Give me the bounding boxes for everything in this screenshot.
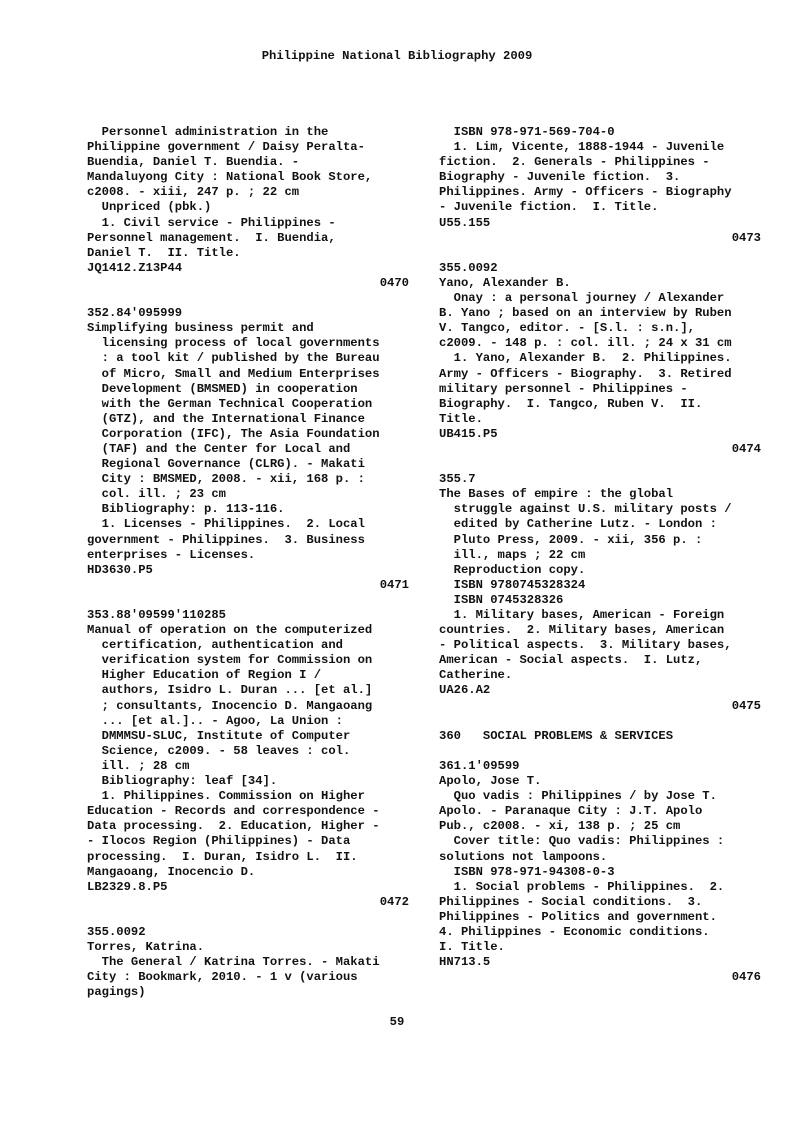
text-line: 352.84'095999 (87, 306, 183, 321)
text-line: UB415.P5 (439, 426, 498, 441)
text-line: ISBN 978-971-94308-0-3 (439, 864, 615, 879)
text-line: Pub., c2008. - xi, 138 p. ; 25 cm (439, 819, 681, 834)
text-line: Army - Officers - Biography. 3. Retired (439, 366, 732, 381)
text-line: licensing process of local governments (87, 336, 380, 351)
text-line: ill., maps ; 22 cm (439, 547, 586, 562)
text-line: Torres, Katrina. (87, 940, 205, 955)
entry-number: 0476 (731, 970, 761, 985)
text-line: Education - Records and correspondence - (87, 804, 380, 819)
text-line: 355.0092 (439, 260, 498, 275)
text-line: ; consultants, Inocencio D. Mangaoang (87, 698, 373, 713)
text-line: Apolo, Jose T. (439, 774, 542, 789)
text-line: 353.88'09599'110285 (87, 608, 226, 622)
text-line: City : Bookmark, 2010. - 1 v (various (87, 970, 358, 985)
text-line: Onay : a personal journey / Alexander (439, 291, 725, 306)
blank-line (439, 744, 761, 759)
text-line: Development (BMSMED) in cooperation (87, 381, 358, 396)
text-line: 4. Philippines - Economic conditions. (439, 924, 710, 939)
text-line: LB2329.8.P5 (87, 879, 168, 894)
text-line: City : BMSMED, 2008. - xii, 168 p. : (87, 472, 365, 487)
text-line: Personnel management. I. Buendia, (87, 230, 336, 245)
text-line: authors, Isidro L. Duran ... [et al.] (87, 683, 373, 698)
text-line: ... [et al.].. - Agoo, La Union : (87, 713, 343, 728)
text-line: 1. Licenses - Philippines. 2. Local (87, 517, 365, 532)
text-line: Title. (439, 411, 483, 426)
text-line: Apolo. - Paranaque City : J.T. Apolo (439, 804, 703, 819)
text-line: The General / Katrina Torres. - Makati (87, 955, 380, 970)
text-line: c2008. - xiii, 247 p. ; 22 cm (87, 185, 300, 200)
right-column (439, 125, 761, 985)
text-line: - Ilocos Region (Philippines) - Data (87, 834, 351, 849)
text-line: 1. Yano, Alexander B. 2. Philippines. (439, 351, 732, 366)
text-line: 1. Lim, Vicente, 1888-1944 - Juvenile (439, 140, 725, 155)
text-line: struggle against U.S. military posts / (439, 502, 732, 517)
text-line: Mangaoang, Inocencio D. (87, 864, 256, 879)
text-line: ISBN 978-971-569-704-0 (439, 125, 615, 139)
text-line: 360 SOCIAL PROBLEMS & SERVICES (439, 728, 674, 743)
text-line: American - Social aspects. I. Lutz, (439, 653, 703, 668)
entry-number: 0473 (731, 230, 761, 245)
text-line: military personnel - Philippines - (439, 381, 688, 396)
text-line: I. Title. (439, 940, 505, 955)
text-line: ISBN 0745328326 (439, 592, 564, 607)
text-line: The Bases of empire : the global (439, 487, 674, 502)
text-line: V. Tangco, editor. - [S.l. : s.n.], (439, 321, 695, 336)
text-line: countries. 2. Military bases, American (439, 623, 725, 638)
text-line: 1. Social problems - Philippines. 2. (439, 879, 725, 894)
text-line: 355.7 (439, 472, 476, 487)
text-line: ill. ; 28 cm (87, 758, 190, 773)
entry-number: 0475 (731, 698, 761, 713)
text-line: col. ill. ; 23 cm (87, 487, 226, 502)
blank-line (87, 593, 409, 608)
text-line: Quo vadis : Philippines / by Jose T. (439, 789, 717, 804)
page-number: 59 (389, 1015, 405, 1029)
text-line: certification, authentication and (87, 638, 343, 653)
text-line: Mandaluyong City : National Book Store, (87, 170, 373, 185)
entry-number: 0471 (379, 577, 409, 592)
blank-line (87, 910, 409, 925)
text-line: Daniel T. II. Title. (87, 245, 241, 260)
text-line: with the German Technical Cooperation (87, 396, 373, 411)
text-line: Catherine. (439, 668, 513, 683)
text-line: government - Philippines. 3. Business (87, 532, 365, 547)
text-line: U55.155 (439, 215, 491, 230)
text-line: HN713.5 (439, 955, 491, 970)
blank-line (439, 457, 761, 472)
text-line: edited by Catherine Lutz. - London : (439, 517, 717, 532)
left-column (87, 125, 409, 1000)
text-line: verification system for Commission on (87, 653, 373, 668)
text-line: enterprises - Licenses. (87, 547, 256, 562)
text-line: Science, c2009. - 58 leaves : col. (87, 743, 351, 758)
text-line: c2009. - 148 p. : col. ill. ; 24 x 31 cm (439, 336, 732, 351)
text-line: (TAF) and the Center for Local and (87, 441, 351, 456)
text-line: (GTZ), and the International Finance (87, 411, 365, 426)
text-line: 1. Military bases, American - Foreign (439, 608, 725, 622)
text-line: Personnel administration in the (87, 125, 329, 139)
text-line: HD3630.P5 (87, 562, 153, 577)
text-line: Bibliography: p. 113-116. (87, 502, 285, 517)
text-line: 1. Civil service - Philippines - (87, 215, 336, 230)
text-line: : a tool kit / published by the Bureau (87, 351, 380, 366)
text-line: Simplifying business permit and (87, 321, 314, 336)
text-line: Yano, Alexander B. (439, 275, 571, 290)
text-line: DMMMSU-SLUC, Institute of Computer (87, 728, 351, 743)
text-line: processing. I. Duran, Isidro L. II. (87, 849, 358, 864)
text-line: Philippines. Army - Officers - Biography (439, 185, 732, 200)
text-line: of Micro, Small and Medium Enterprises (87, 366, 380, 381)
text-line: Cover title: Quo vadis: Philippines : (439, 834, 725, 849)
text-line: - Juvenile fiction. I. Title. (439, 200, 659, 215)
entry-number: 0470 (379, 275, 409, 290)
text-line: Philippine government / Daisy Peralta- (87, 140, 365, 155)
text-line: ISBN 9780745328324 (439, 577, 586, 592)
text-line: Unpriced (pbk.) (87, 200, 212, 215)
text-line: Biography - Juvenile fiction. 3. (439, 170, 681, 185)
text-line: pagings) (87, 985, 146, 1000)
entry-number: 0472 (379, 894, 409, 909)
text-line: Pluto Press, 2009. - xii, 356 p. : (439, 532, 703, 547)
text-line: B. Yano ; based on an interview by Ruben (439, 306, 732, 321)
text-line: Corporation (IFC), The Asia Foundation (87, 426, 380, 441)
text-line: Higher Education of Region I / (87, 668, 322, 683)
text-line: Philippines - Politics and government. (439, 909, 717, 924)
text-line: - Political aspects. 3. Military bases, (439, 638, 732, 653)
text-line: Manual of operation on the computerized (87, 623, 373, 638)
blank-line (87, 291, 409, 306)
page-header: Philippine National Bibliography 2009 (261, 49, 533, 63)
text-line: Buendia, Daniel T. Buendia. - (87, 155, 300, 170)
text-line: 361.1'09599 (439, 758, 520, 773)
text-line: Bibliography: leaf [34]. (87, 774, 278, 789)
text-line: Data processing. 2. Education, Higher - (87, 819, 380, 834)
text-line: 1. Philippines. Commission on Higher (87, 789, 365, 804)
text-line: Reproduction copy. (439, 562, 586, 577)
blank-line (439, 714, 761, 729)
text-line: Biography. I. Tangco, Ruben V. II. (439, 396, 703, 411)
text-line: JQ1412.Z13P44 (87, 260, 183, 275)
blank-line (439, 246, 761, 261)
text-line: solutions not lampoons. (439, 849, 608, 864)
text-line: fiction. 2. Generals - Philippines - (439, 155, 710, 170)
text-line: Philippines - Social conditions. 3. (439, 894, 703, 909)
text-line: UA26.A2 (439, 683, 491, 698)
text-line: 355.0092 (87, 924, 146, 939)
entry-number: 0474 (731, 441, 761, 456)
text-line: Regional Governance (CLRG). - Makati (87, 457, 365, 472)
